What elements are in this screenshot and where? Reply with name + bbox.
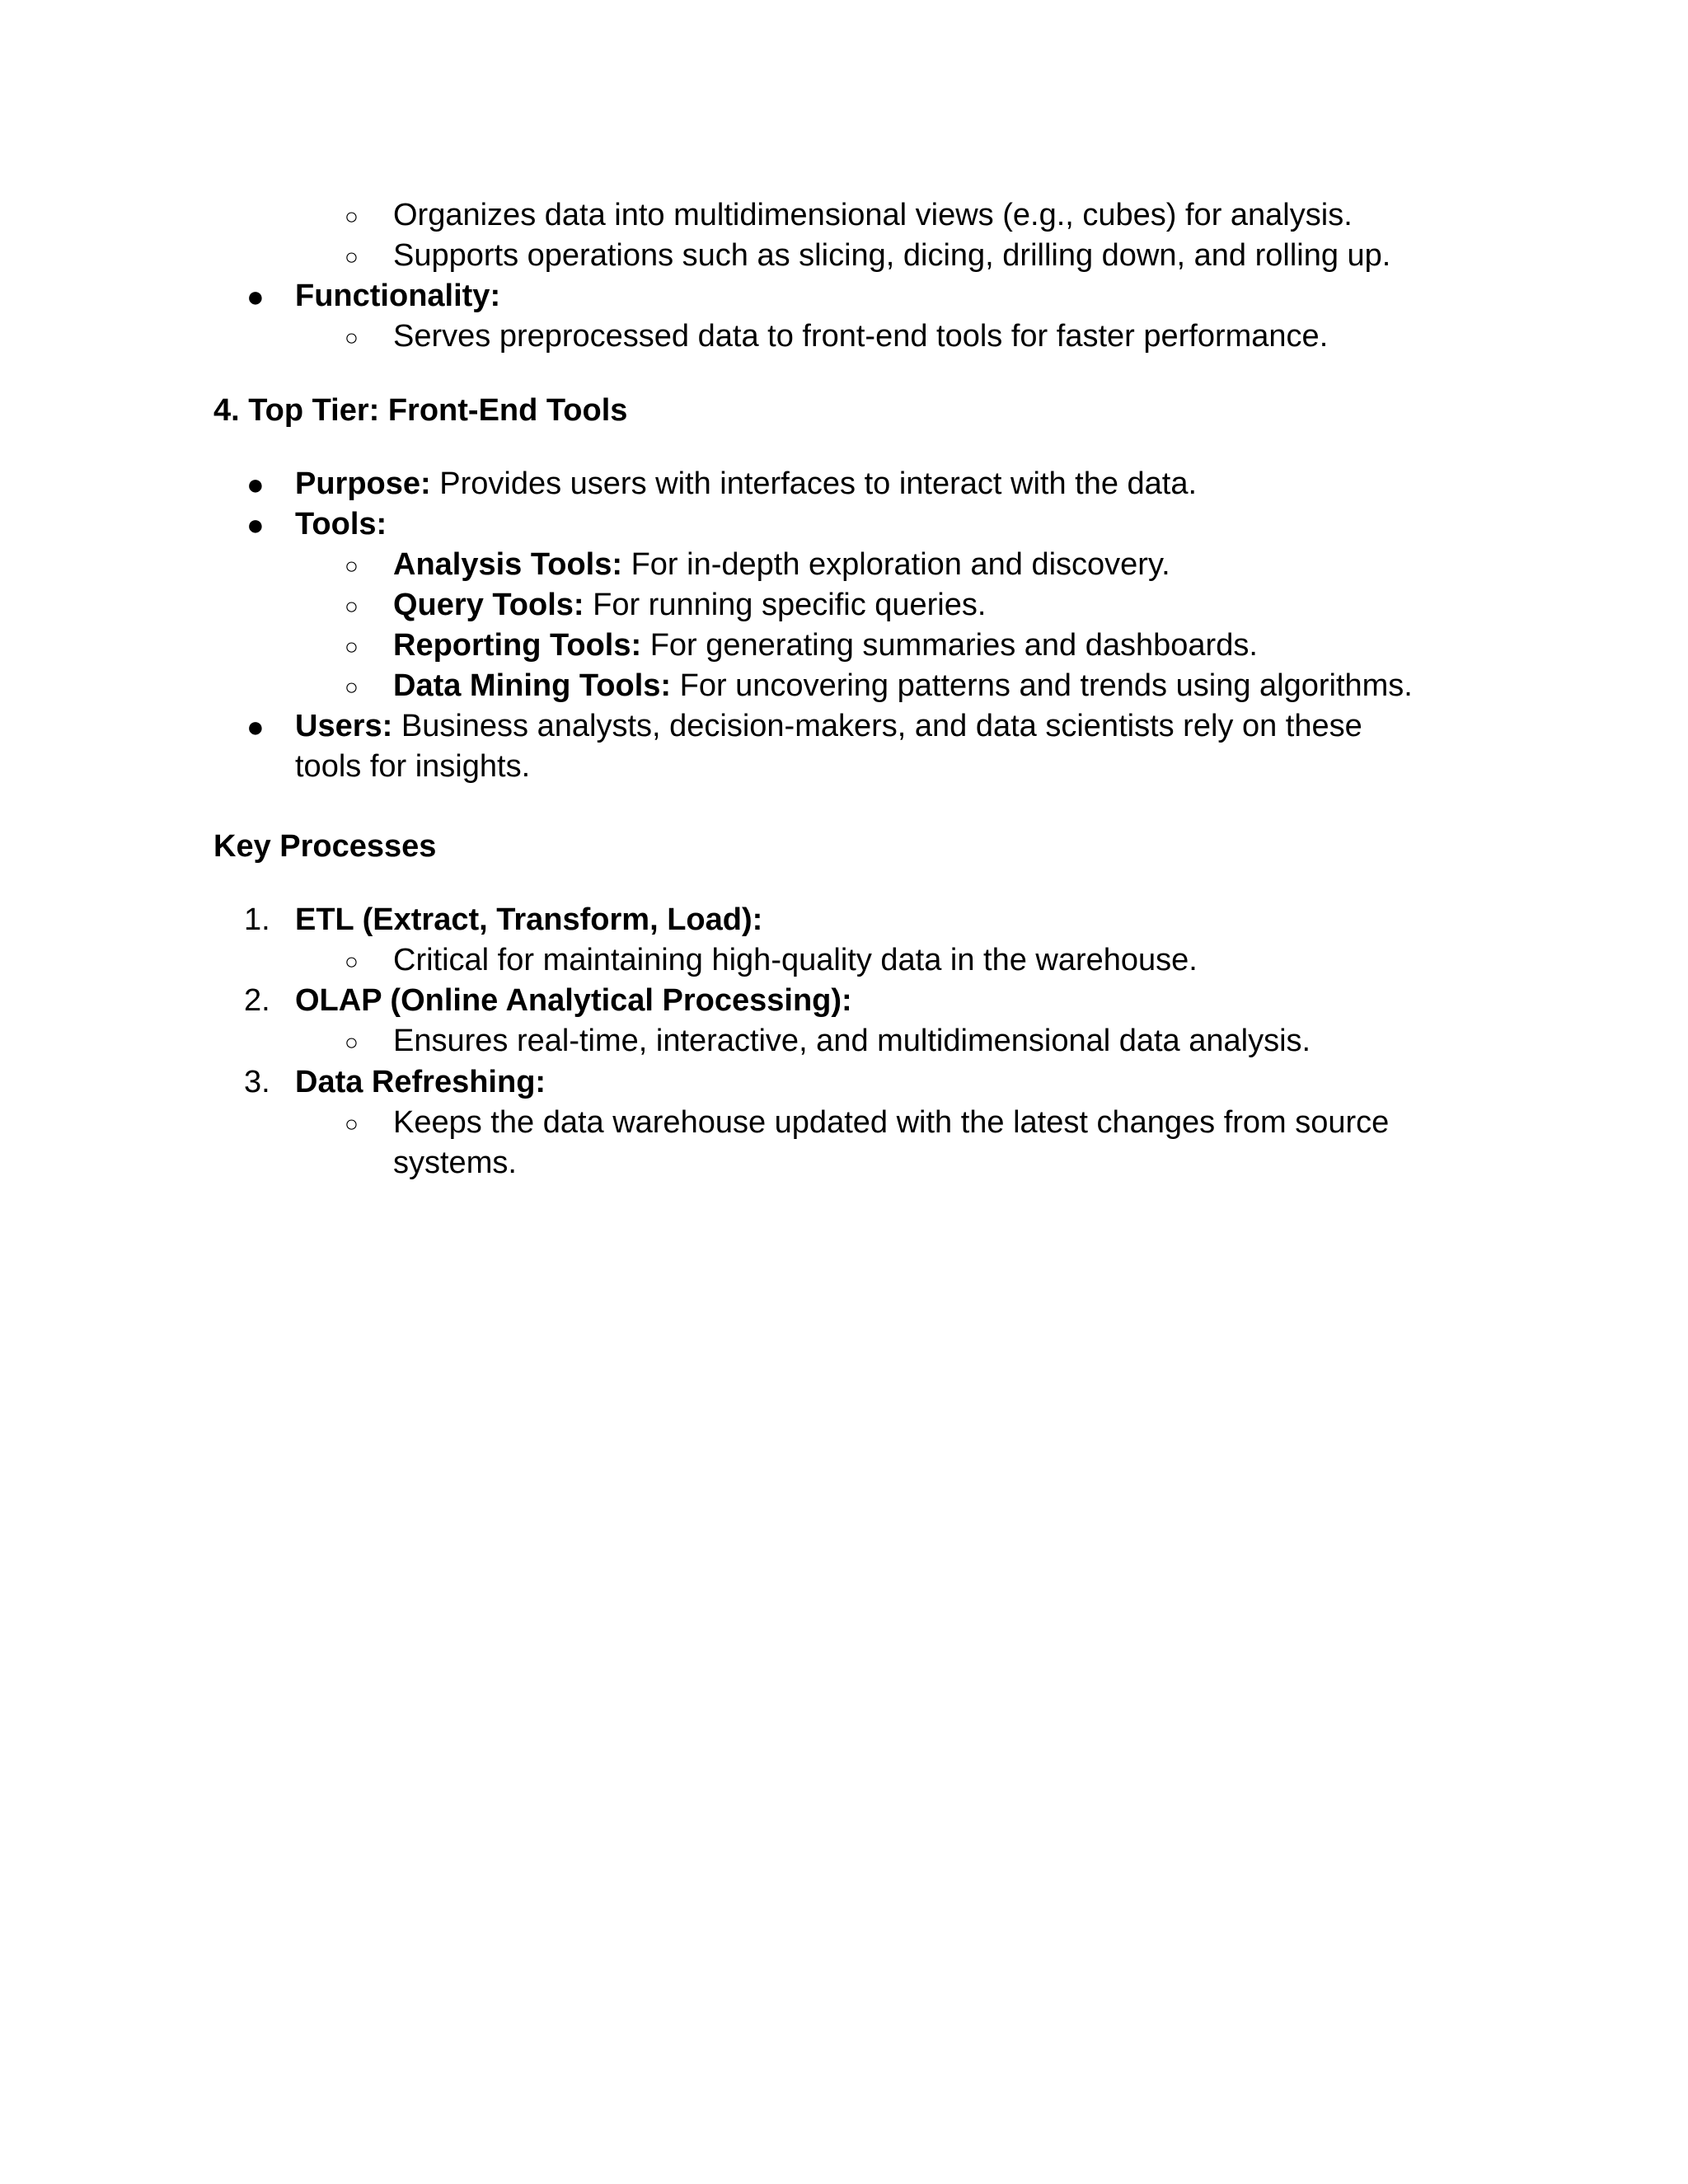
circle-bullet: ○ [345,949,359,974]
circle-bullet: ○ [345,325,359,350]
list-number: 2. [244,983,270,1018]
disc-bullet: ● [246,279,265,313]
tool-item-reporting: Reporting Tools: For generating summaries and dashboards. [393,628,1258,663]
section-heading-top-tier: 4. Top Tier: Front-End Tools [213,393,628,428]
list-item-text: Keeps the data warehouse updated with the latest changes from source [393,1105,1390,1140]
circle-bullet: ○ [345,634,359,659]
users-item: Users: Business analysts, decision-makers, and data scientists rely on these [295,709,1362,743]
disc-bullet: ● [246,467,265,501]
circle-bullet: ○ [345,204,359,229]
circle-bullet: ○ [345,1029,359,1055]
process-item-olap: OLAP (Online Analytical Processing): [295,983,852,1018]
process-item-data-refreshing: Data Refreshing: [295,1065,546,1099]
tool-item-analysis: Analysis Tools: For in-depth exploration and discovery. [393,547,1170,582]
users-item-continued: tools for insights. [295,749,531,784]
purpose-item: Purpose: Provides users with interfaces to interact with the data. [295,466,1198,501]
list-item-text-continued: systems. [393,1146,517,1180]
circle-bullet: ○ [345,1111,359,1137]
tool-item-data-mining: Data Mining Tools: For uncovering patterns and trends using algorithms. [393,668,1413,703]
tools-label: Tools: [295,507,387,541]
circle-bullet: ○ [345,244,359,269]
list-number: 3. [244,1065,270,1099]
list-item-text: Serves preprocessed data to front-end tools for faster performance. [393,319,1329,354]
tool-item-query: Query Tools: For running specific queries. [393,588,987,622]
process-item-etl: ETL (Extract, Transform, Load): [295,902,763,937]
list-item-text: Organizes data into multidimensional views (e.g., cubes) for analysis. [393,198,1353,232]
list-item-text: Ensures real-time, interactive, and multidimensional data analysis. [393,1024,1311,1058]
circle-bullet: ○ [345,593,359,619]
circle-bullet: ○ [345,674,359,700]
section-heading-key-processes: Key Processes [213,829,437,864]
disc-bullet: ● [246,710,265,743]
functionality-label: Functionality: [295,279,501,313]
list-item-text: Critical for maintaining high-quality data in the warehouse. [393,943,1198,977]
disc-bullet: ● [246,508,265,541]
list-number: 1. [244,902,270,937]
list-item-text: Supports operations such as slicing, dicing, drilling down, and rolling up. [393,238,1391,273]
circle-bullet: ○ [345,553,359,579]
